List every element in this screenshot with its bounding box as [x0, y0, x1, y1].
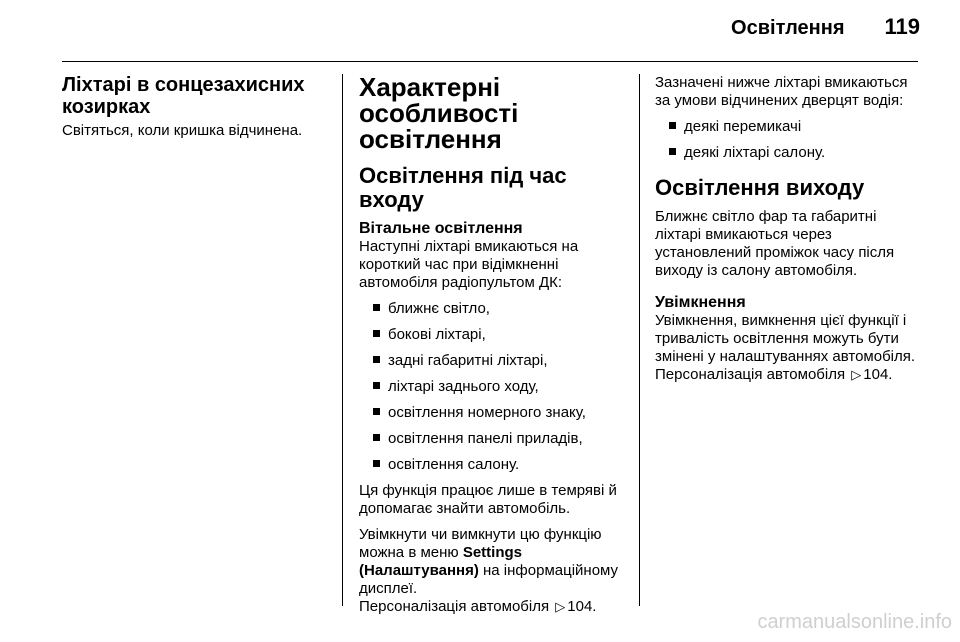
column-3: [655, 74, 925, 392]
page-header: [731, 14, 920, 40]
bullet-square-icon: [669, 122, 676, 129]
settings-menu-name: Settings (Налаштування): [359, 544, 522, 579]
list-item: освітлення панелі приладів,: [373, 430, 629, 448]
sun-visor-lights-text: Світяться, коли кришка відчинена.: [62, 122, 303, 139]
column-2: [359, 74, 629, 624]
bullet-square-icon: [373, 382, 380, 389]
lighting-features-heading: Характерні особливості освітлення: [359, 72, 519, 154]
bullet-square-icon: [373, 356, 380, 363]
column-divider-1: [342, 74, 343, 606]
page-number: 119: [884, 14, 920, 39]
list-item: задні габаритні ліхтарі,: [373, 352, 629, 370]
list-item: ближнє світло,: [373, 300, 629, 318]
welcome-lighting-title: Вітальне освітлення: [359, 220, 523, 237]
bullet-square-icon: [373, 330, 380, 337]
header-rule: [62, 61, 918, 62]
activation-text: Увімкнення, вимкнення цієї функції і тривалість освітлення можуть бути змінені у налаштуваннях автомобіля. Персоналізація автомобіля ▷ 104.: [655, 312, 916, 383]
bullet-square-icon: [373, 408, 380, 415]
door-lights-intro: Зазначені нижче ліхтарі вмикаються за умови відчинених дверцят водія:: [655, 74, 908, 109]
bullet-square-icon: [373, 434, 380, 441]
list-item: ліхтарі заднього ходу,: [373, 378, 629, 396]
sun-visor-lights-heading: Ліхтарі в сонцезахисних козирках: [62, 74, 305, 118]
personalization-link: Персоналізація автомобіля: [359, 598, 550, 615]
column-divider-2: [639, 74, 640, 606]
page-reference: 104.: [567, 598, 597, 615]
list-item: освітлення салону.: [373, 456, 629, 474]
list-item: освітлення номерного знаку,: [373, 404, 629, 422]
welcome-lighting-note: Ця функція працює лише в темряві й допомагає знайти автомобіль.: [359, 482, 617, 517]
welcome-lighting-intro: Наступні ліхтарі вмикаються на короткий час при відімкненні автомобіля радіопультом ДК:: [359, 238, 579, 291]
column-1: [62, 74, 332, 148]
bullet-square-icon: [669, 148, 676, 155]
welcome-lights-list: [359, 300, 629, 474]
list-item: бокові ліхтарі,: [373, 326, 629, 344]
entry-lighting-heading: Освітлення під час входу: [359, 163, 567, 212]
settings-instruction: Увімкнути чи вимкнути цю функцію можна в меню Settings (Налаштування) на інформаційному дисплеї. Персоналізація автомобіля ▷ 104.: [359, 526, 619, 615]
right-triangle-icon: ▷: [851, 367, 862, 382]
page-reference: 104.: [863, 366, 893, 383]
exit-lighting-heading: Освітлення виходу: [655, 175, 865, 200]
bullet-square-icon: [373, 460, 380, 467]
list-item: деякі перемикачі: [669, 118, 925, 136]
list-item: деякі ліхтарі салону.: [669, 144, 925, 162]
activation-title: Увімкнення: [655, 294, 746, 311]
bullet-square-icon: [373, 304, 380, 311]
watermark: carmanualsonline.info: [757, 611, 952, 633]
door-lights-list: [655, 118, 925, 162]
right-triangle-icon: ▷: [555, 599, 566, 614]
exit-lighting-text: Ближнє світло фар та габаритні ліхтарі вмикаються через установлений проміжок часу після виходу із салону автомобіля.: [655, 208, 895, 279]
header-title: Освітлення: [731, 17, 845, 39]
